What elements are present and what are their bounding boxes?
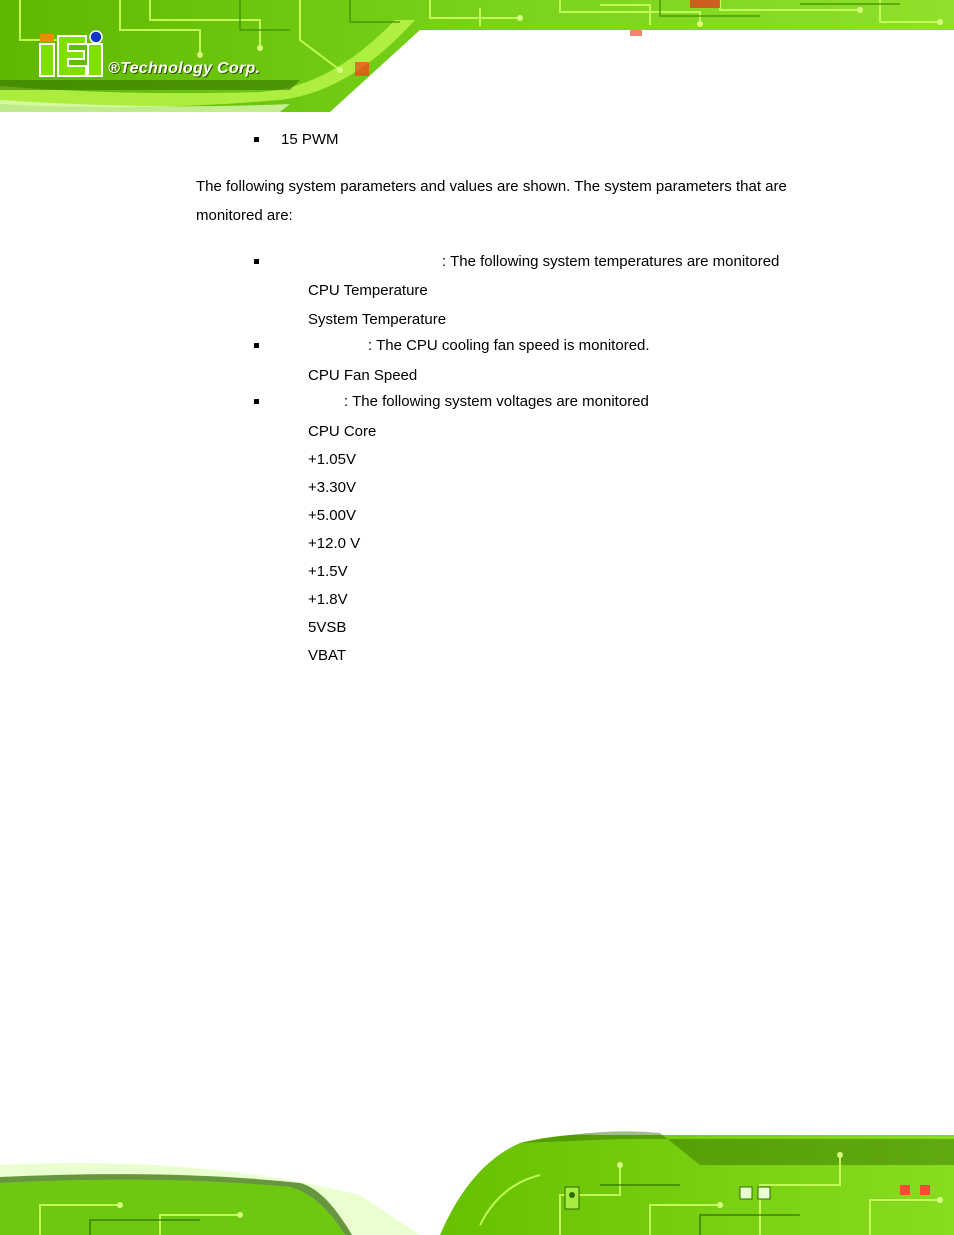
pwm-item: 15 PWM: [281, 131, 339, 148]
voltage-item: +1.5V: [308, 563, 348, 580]
voltage-item: +5.00V: [308, 507, 356, 524]
circuit-board-footer-graphic: [0, 1125, 954, 1235]
temperature-item: System Temperature: [308, 311, 447, 328]
bullet-marker: [254, 399, 259, 404]
bullet-marker: [254, 259, 259, 264]
bullet-marker: [254, 137, 259, 142]
voltage-item: +12.0 V: [308, 535, 361, 552]
bullet-marker: [254, 343, 259, 348]
intro-paragraph-line-1: The following system parameters and values are shown. The system parameters that are: [196, 178, 787, 195]
iei-logo: [40, 31, 102, 76]
voltage-item: VBAT: [308, 647, 347, 664]
circuit-board-graphic: [0, 0, 954, 112]
page-header-banner: [0, 0, 954, 112]
fan-item: CPU Fan Speed: [308, 367, 418, 384]
page-footer-banner: [0, 1125, 954, 1235]
voltage-item: CPU Core: [308, 423, 377, 440]
voltage-item: +1.05V: [308, 451, 356, 468]
intro-paragraph-line-2: monitored are:: [196, 207, 293, 224]
temperatures-description: : The following system temperatures are monitored: [442, 253, 780, 270]
temperature-item: CPU Temperature: [308, 282, 428, 299]
voltages-description: : The following system voltages are monitored: [344, 393, 649, 410]
company-logo-text: ®Technology Corp.: [108, 60, 261, 77]
voltage-item: +3.30V: [308, 479, 356, 496]
voltage-item: 5VSB: [308, 619, 347, 636]
fan-description: : The CPU cooling fan speed is monitored.: [368, 337, 650, 354]
voltage-item: +1.8V: [308, 591, 348, 608]
